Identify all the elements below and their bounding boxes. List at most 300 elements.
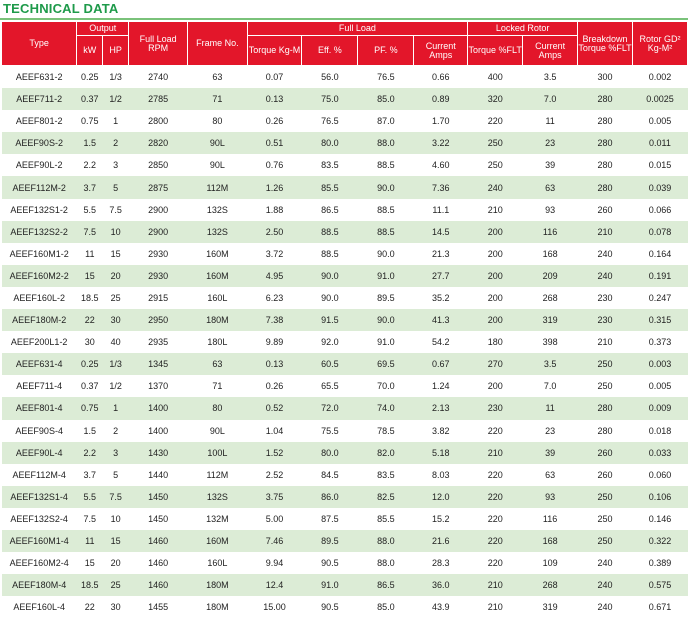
table-row bbox=[2, 464, 688, 486]
cell-rotor-gd: 0.009 bbox=[632, 397, 687, 419]
cell-frame: 160M bbox=[188, 265, 247, 287]
cell-lr-current: 93 bbox=[523, 486, 578, 508]
cell-current: 3.82 bbox=[414, 420, 468, 442]
cell-torque: 0.26 bbox=[247, 110, 302, 132]
cell-lr-torque: 200 bbox=[468, 221, 523, 243]
cell-frame: 90L bbox=[188, 132, 247, 154]
cell-hp: 25 bbox=[103, 287, 129, 309]
cell-hp: 2 bbox=[103, 132, 129, 154]
technical-data-table bbox=[1, 21, 688, 618]
header-lr-current: Current Amps bbox=[523, 36, 578, 66]
cell-kw: 5.5 bbox=[77, 486, 103, 508]
cell-hp: 1 bbox=[103, 110, 129, 132]
cell-frame: 132M bbox=[188, 508, 247, 530]
cell-rpm: 1430 bbox=[129, 442, 188, 464]
cell-hp: 2 bbox=[103, 420, 129, 442]
cell-rotor-gd: 0.0025 bbox=[632, 88, 687, 110]
cell-kw: 2.2 bbox=[77, 154, 103, 176]
title-underline bbox=[0, 18, 688, 20]
cell-current: 27.7 bbox=[414, 265, 468, 287]
cell-lr-torque: 220 bbox=[468, 420, 523, 442]
cell-rotor-gd: 0.191 bbox=[632, 265, 687, 287]
header-locked-rotor: Locked Rotor bbox=[468, 22, 578, 36]
cell-lr-current: 11 bbox=[523, 110, 578, 132]
cell-hp: 20 bbox=[103, 552, 129, 574]
cell-frame: 180M bbox=[188, 574, 247, 596]
cell-current: 5.18 bbox=[414, 442, 468, 464]
cell-rpm: 1460 bbox=[129, 574, 188, 596]
cell-lr-current: 268 bbox=[523, 574, 578, 596]
cell-torque: 12.4 bbox=[247, 574, 302, 596]
cell-eff: 76.5 bbox=[302, 110, 358, 132]
cell-torque: 7.38 bbox=[247, 309, 302, 331]
cell-torque: 1.26 bbox=[247, 176, 302, 198]
cell-eff: 86.0 bbox=[302, 486, 358, 508]
cell-current: 15.2 bbox=[414, 508, 468, 530]
table-row bbox=[2, 132, 688, 154]
table-row bbox=[2, 420, 688, 442]
cell-lr-current: 116 bbox=[523, 508, 578, 530]
cell-eff: 84.5 bbox=[302, 464, 358, 486]
cell-lr-current: 63 bbox=[523, 464, 578, 486]
cell-breakdown: 210 bbox=[578, 331, 633, 353]
cell-breakdown: 250 bbox=[578, 508, 633, 530]
cell-kw: 0.25 bbox=[77, 66, 103, 89]
table-row bbox=[2, 287, 688, 309]
cell-lr-torque: 200 bbox=[468, 287, 523, 309]
cell-breakdown: 240 bbox=[578, 574, 633, 596]
cell-rotor-gd: 0.005 bbox=[632, 375, 687, 397]
cell-pf: 88.5 bbox=[358, 154, 414, 176]
table-row bbox=[2, 486, 688, 508]
cell-rotor-gd: 0.671 bbox=[632, 596, 687, 618]
cell-hp: 30 bbox=[103, 309, 129, 331]
cell-frame: 160M bbox=[188, 530, 247, 552]
cell-lr-current: 23 bbox=[523, 132, 578, 154]
cell-rpm: 2850 bbox=[129, 154, 188, 176]
cell-frame: 112M bbox=[188, 176, 247, 198]
cell-breakdown: 240 bbox=[578, 243, 633, 265]
cell-lr-current: 23 bbox=[523, 420, 578, 442]
cell-current: 43.9 bbox=[414, 596, 468, 618]
cell-kw: 1.5 bbox=[77, 420, 103, 442]
cell-type: AEEF160M1-2 bbox=[2, 243, 77, 265]
cell-breakdown: 280 bbox=[578, 88, 633, 110]
table-row bbox=[2, 199, 688, 221]
cell-pf: 82.0 bbox=[358, 442, 414, 464]
cell-rpm: 2900 bbox=[129, 199, 188, 221]
cell-rpm: 2900 bbox=[129, 221, 188, 243]
table-row bbox=[2, 331, 688, 353]
cell-breakdown: 240 bbox=[578, 596, 633, 618]
table-body bbox=[2, 66, 688, 619]
cell-rpm: 2935 bbox=[129, 331, 188, 353]
cell-hp: 20 bbox=[103, 265, 129, 287]
cell-pf: 74.0 bbox=[358, 397, 414, 419]
cell-hp: 3 bbox=[103, 442, 129, 464]
cell-lr-torque: 400 bbox=[468, 66, 523, 89]
cell-rpm: 1370 bbox=[129, 375, 188, 397]
cell-torque: 2.52 bbox=[247, 464, 302, 486]
cell-current: 11.1 bbox=[414, 199, 468, 221]
cell-frame: 90L bbox=[188, 420, 247, 442]
cell-kw: 0.75 bbox=[77, 397, 103, 419]
table-row bbox=[2, 176, 688, 198]
cell-torque: 0.51 bbox=[247, 132, 302, 154]
cell-lr-torque: 210 bbox=[468, 596, 523, 618]
cell-rotor-gd: 0.315 bbox=[632, 309, 687, 331]
cell-torque: 9.94 bbox=[247, 552, 302, 574]
cell-current: 2.13 bbox=[414, 397, 468, 419]
cell-torque: 9.89 bbox=[247, 331, 302, 353]
cell-frame: 63 bbox=[188, 66, 247, 89]
cell-pf: 85.0 bbox=[358, 88, 414, 110]
table-row bbox=[2, 530, 688, 552]
cell-pf: 87.0 bbox=[358, 110, 414, 132]
cell-frame: 71 bbox=[188, 88, 247, 110]
cell-kw: 7.5 bbox=[77, 508, 103, 530]
cell-current: 35.2 bbox=[414, 287, 468, 309]
cell-lr-torque: 250 bbox=[468, 132, 523, 154]
cell-hp: 5 bbox=[103, 176, 129, 198]
cell-kw: 22 bbox=[77, 596, 103, 618]
cell-rotor-gd: 0.078 bbox=[632, 221, 687, 243]
cell-rpm: 2930 bbox=[129, 243, 188, 265]
cell-rotor-gd: 0.389 bbox=[632, 552, 687, 574]
header-hp: HP bbox=[103, 36, 129, 66]
cell-rpm: 1400 bbox=[129, 420, 188, 442]
cell-rpm: 1440 bbox=[129, 464, 188, 486]
cell-lr-torque: 180 bbox=[468, 331, 523, 353]
cell-rotor-gd: 0.015 bbox=[632, 154, 687, 176]
section-title: TECHNICAL DATA bbox=[3, 1, 119, 16]
cell-rpm: 1460 bbox=[129, 552, 188, 574]
cell-lr-torque: 200 bbox=[468, 309, 523, 331]
cell-breakdown: 260 bbox=[578, 199, 633, 221]
cell-breakdown: 250 bbox=[578, 486, 633, 508]
cell-type: AEEF711-4 bbox=[2, 375, 77, 397]
cell-type: AEEF631-2 bbox=[2, 66, 77, 89]
header-power-factor: PF. % bbox=[358, 36, 414, 66]
cell-breakdown: 260 bbox=[578, 442, 633, 464]
cell-type: AEEF90L-4 bbox=[2, 442, 77, 464]
cell-lr-torque: 220 bbox=[468, 110, 523, 132]
cell-breakdown: 210 bbox=[578, 221, 633, 243]
header-rotor-gd: Rotor GD² Kg-M² bbox=[632, 22, 687, 66]
cell-pf: 90.0 bbox=[358, 176, 414, 198]
cell-lr-torque: 270 bbox=[468, 353, 523, 375]
cell-kw: 3.7 bbox=[77, 176, 103, 198]
cell-rpm: 2915 bbox=[129, 287, 188, 309]
cell-rotor-gd: 0.106 bbox=[632, 486, 687, 508]
cell-lr-current: 3.5 bbox=[523, 66, 578, 89]
cell-type: AEEF90L-2 bbox=[2, 154, 77, 176]
cell-frame: 112M bbox=[188, 464, 247, 486]
cell-type: AEEF200L1-2 bbox=[2, 331, 77, 353]
cell-type: AEEF180M-4 bbox=[2, 574, 77, 596]
cell-breakdown: 230 bbox=[578, 287, 633, 309]
cell-current: 0.67 bbox=[414, 353, 468, 375]
cell-rpm: 2875 bbox=[129, 176, 188, 198]
cell-current: 36.0 bbox=[414, 574, 468, 596]
cell-eff: 75.5 bbox=[302, 420, 358, 442]
cell-eff: 89.5 bbox=[302, 530, 358, 552]
cell-hp: 3 bbox=[103, 154, 129, 176]
cell-breakdown: 240 bbox=[578, 552, 633, 574]
cell-pf: 90.0 bbox=[358, 309, 414, 331]
cell-pf: 78.5 bbox=[358, 420, 414, 442]
cell-eff: 56.0 bbox=[302, 66, 358, 89]
cell-type: AEEF160M2-2 bbox=[2, 265, 77, 287]
cell-rotor-gd: 0.060 bbox=[632, 464, 687, 486]
cell-torque: 0.52 bbox=[247, 397, 302, 419]
cell-pf: 88.0 bbox=[358, 552, 414, 574]
cell-type: AEEF160M1-4 bbox=[2, 530, 77, 552]
cell-lr-torque: 220 bbox=[468, 464, 523, 486]
cell-type: AEEF160L-2 bbox=[2, 287, 77, 309]
cell-lr-torque: 320 bbox=[468, 88, 523, 110]
cell-rotor-gd: 0.033 bbox=[632, 442, 687, 464]
cell-eff: 60.5 bbox=[302, 353, 358, 375]
cell-eff: 86.5 bbox=[302, 199, 358, 221]
cell-torque: 6.23 bbox=[247, 287, 302, 309]
cell-kw: 0.37 bbox=[77, 375, 103, 397]
cell-hp: 10 bbox=[103, 508, 129, 530]
cell-kw: 7.5 bbox=[77, 221, 103, 243]
cell-lr-torque: 220 bbox=[468, 508, 523, 530]
cell-breakdown: 250 bbox=[578, 530, 633, 552]
cell-rpm: 2950 bbox=[129, 309, 188, 331]
cell-lr-torque: 220 bbox=[468, 530, 523, 552]
cell-type: AEEF160L-4 bbox=[2, 596, 77, 618]
cell-torque: 3.72 bbox=[247, 243, 302, 265]
cell-rpm: 2820 bbox=[129, 132, 188, 154]
cell-lr-current: 3.5 bbox=[523, 353, 578, 375]
cell-lr-current: 168 bbox=[523, 530, 578, 552]
cell-lr-current: 39 bbox=[523, 154, 578, 176]
cell-kw: 18.5 bbox=[77, 287, 103, 309]
cell-torque: 0.26 bbox=[247, 375, 302, 397]
cell-rotor-gd: 0.247 bbox=[632, 287, 687, 309]
cell-current: 8.03 bbox=[414, 464, 468, 486]
cell-breakdown: 260 bbox=[578, 464, 633, 486]
cell-rotor-gd: 0.373 bbox=[632, 331, 687, 353]
cell-hp: 30 bbox=[103, 596, 129, 618]
cell-rotor-gd: 0.002 bbox=[632, 66, 687, 89]
cell-breakdown: 230 bbox=[578, 309, 633, 331]
table-row bbox=[2, 574, 688, 596]
cell-lr-current: 7.0 bbox=[523, 375, 578, 397]
cell-frame: 132S bbox=[188, 486, 247, 508]
cell-type: AEEF631-4 bbox=[2, 353, 77, 375]
cell-hp: 5 bbox=[103, 464, 129, 486]
cell-current: 21.6 bbox=[414, 530, 468, 552]
cell-lr-current: 116 bbox=[523, 221, 578, 243]
cell-hp: 15 bbox=[103, 530, 129, 552]
cell-lr-torque: 250 bbox=[468, 154, 523, 176]
header-full-load-rpm: Full Load RPM bbox=[129, 22, 188, 66]
header-lr-torque: Torque %FLT bbox=[468, 36, 523, 66]
header-frame-no: Frame No. bbox=[188, 22, 247, 66]
cell-current: 3.22 bbox=[414, 132, 468, 154]
cell-pf: 91.0 bbox=[358, 331, 414, 353]
cell-eff: 88.5 bbox=[302, 243, 358, 265]
cell-torque: 0.76 bbox=[247, 154, 302, 176]
cell-rotor-gd: 0.003 bbox=[632, 353, 687, 375]
cell-type: AEEF132S1-4 bbox=[2, 486, 77, 508]
cell-rpm: 2785 bbox=[129, 88, 188, 110]
cell-lr-current: 11 bbox=[523, 397, 578, 419]
cell-breakdown: 250 bbox=[578, 375, 633, 397]
cell-lr-current: 268 bbox=[523, 287, 578, 309]
cell-lr-current: 93 bbox=[523, 199, 578, 221]
cell-torque: 0.13 bbox=[247, 353, 302, 375]
cell-torque: 1.88 bbox=[247, 199, 302, 221]
cell-frame: 180M bbox=[188, 309, 247, 331]
cell-eff: 90.0 bbox=[302, 265, 358, 287]
cell-current: 54.2 bbox=[414, 331, 468, 353]
header-kw: kW bbox=[77, 36, 103, 66]
cell-torque: 7.46 bbox=[247, 530, 302, 552]
table-row bbox=[2, 442, 688, 464]
table-row bbox=[2, 552, 688, 574]
cell-kw: 15 bbox=[77, 552, 103, 574]
cell-current: 1.70 bbox=[414, 110, 468, 132]
table-row bbox=[2, 221, 688, 243]
cell-rpm: 1450 bbox=[129, 486, 188, 508]
cell-lr-torque: 210 bbox=[468, 199, 523, 221]
cell-frame: 160L bbox=[188, 287, 247, 309]
cell-hp: 1/2 bbox=[103, 88, 129, 110]
cell-rotor-gd: 0.018 bbox=[632, 420, 687, 442]
cell-hp: 7.5 bbox=[103, 486, 129, 508]
cell-hp: 7.5 bbox=[103, 199, 129, 221]
table-row bbox=[2, 265, 688, 287]
cell-pf: 88.5 bbox=[358, 221, 414, 243]
table-header bbox=[2, 22, 688, 66]
cell-frame: 160L bbox=[188, 552, 247, 574]
cell-frame: 80 bbox=[188, 397, 247, 419]
cell-lr-torque: 200 bbox=[468, 265, 523, 287]
cell-rotor-gd: 0.146 bbox=[632, 508, 687, 530]
cell-lr-current: 319 bbox=[523, 596, 578, 618]
cell-hp: 10 bbox=[103, 221, 129, 243]
table-row bbox=[2, 88, 688, 110]
cell-breakdown: 280 bbox=[578, 132, 633, 154]
cell-frame: 100L bbox=[188, 442, 247, 464]
cell-type: AEEF711-2 bbox=[2, 88, 77, 110]
cell-torque: 4.95 bbox=[247, 265, 302, 287]
cell-frame: 160M bbox=[188, 243, 247, 265]
cell-kw: 3.7 bbox=[77, 464, 103, 486]
cell-kw: 15 bbox=[77, 265, 103, 287]
cell-eff: 65.5 bbox=[302, 375, 358, 397]
cell-lr-current: 168 bbox=[523, 243, 578, 265]
cell-breakdown: 240 bbox=[578, 265, 633, 287]
cell-hp: 1/3 bbox=[103, 353, 129, 375]
cell-torque: 1.52 bbox=[247, 442, 302, 464]
cell-frame: 71 bbox=[188, 375, 247, 397]
cell-kw: 0.37 bbox=[77, 88, 103, 110]
cell-lr-current: 39 bbox=[523, 442, 578, 464]
cell-rpm: 2740 bbox=[129, 66, 188, 89]
cell-frame: 63 bbox=[188, 353, 247, 375]
cell-rotor-gd: 0.039 bbox=[632, 176, 687, 198]
cell-lr-torque: 230 bbox=[468, 397, 523, 419]
cell-pf: 85.5 bbox=[358, 508, 414, 530]
cell-type: AEEF90S-4 bbox=[2, 420, 77, 442]
cell-pf: 85.0 bbox=[358, 596, 414, 618]
cell-kw: 22 bbox=[77, 309, 103, 331]
cell-kw: 2.2 bbox=[77, 442, 103, 464]
cell-eff: 72.0 bbox=[302, 397, 358, 419]
cell-type: AEEF801-2 bbox=[2, 110, 77, 132]
cell-rotor-gd: 0.011 bbox=[632, 132, 687, 154]
cell-lr-current: 7.0 bbox=[523, 88, 578, 110]
cell-torque: 2.50 bbox=[247, 221, 302, 243]
cell-current: 0.89 bbox=[414, 88, 468, 110]
cell-pf: 69.5 bbox=[358, 353, 414, 375]
cell-eff: 80.0 bbox=[302, 442, 358, 464]
table-row bbox=[2, 110, 688, 132]
cell-current: 12.0 bbox=[414, 486, 468, 508]
cell-breakdown: 280 bbox=[578, 154, 633, 176]
cell-lr-current: 109 bbox=[523, 552, 578, 574]
table-row bbox=[2, 353, 688, 375]
cell-pf: 83.5 bbox=[358, 464, 414, 486]
cell-kw: 18.5 bbox=[77, 574, 103, 596]
cell-eff: 85.5 bbox=[302, 176, 358, 198]
cell-type: AEEF90S-2 bbox=[2, 132, 77, 154]
cell-lr-torque: 200 bbox=[468, 243, 523, 265]
cell-kw: 1.5 bbox=[77, 132, 103, 154]
cell-current: 28.3 bbox=[414, 552, 468, 574]
cell-lr-current: 209 bbox=[523, 265, 578, 287]
cell-current: 4.60 bbox=[414, 154, 468, 176]
cell-rotor-gd: 0.066 bbox=[632, 199, 687, 221]
cell-lr-torque: 200 bbox=[468, 375, 523, 397]
cell-current: 14.5 bbox=[414, 221, 468, 243]
cell-hp: 1 bbox=[103, 397, 129, 419]
cell-eff: 87.5 bbox=[302, 508, 358, 530]
cell-breakdown: 250 bbox=[578, 353, 633, 375]
cell-frame: 132S bbox=[188, 221, 247, 243]
header-current-amps: Current Amps bbox=[414, 36, 468, 66]
cell-breakdown: 280 bbox=[578, 110, 633, 132]
cell-eff: 75.0 bbox=[302, 88, 358, 110]
table-row bbox=[2, 243, 688, 265]
cell-type: AEEF112M-2 bbox=[2, 176, 77, 198]
cell-eff: 91.0 bbox=[302, 574, 358, 596]
cell-pf: 76.5 bbox=[358, 66, 414, 89]
header-breakdown-torque: Breakdown Torque %FLT bbox=[578, 22, 633, 66]
cell-torque: 0.13 bbox=[247, 88, 302, 110]
cell-eff: 90.0 bbox=[302, 287, 358, 309]
cell-lr-current: 398 bbox=[523, 331, 578, 353]
cell-eff: 90.5 bbox=[302, 596, 358, 618]
cell-kw: 5.5 bbox=[77, 199, 103, 221]
cell-eff: 88.5 bbox=[302, 221, 358, 243]
cell-frame: 180M bbox=[188, 596, 247, 618]
cell-kw: 30 bbox=[77, 331, 103, 353]
cell-frame: 132S bbox=[188, 199, 247, 221]
header-output: Output bbox=[77, 22, 129, 36]
header-torque: Torque Kg-M bbox=[247, 36, 302, 66]
cell-torque: 3.75 bbox=[247, 486, 302, 508]
cell-torque: 5.00 bbox=[247, 508, 302, 530]
cell-rotor-gd: 0.322 bbox=[632, 530, 687, 552]
cell-rpm: 1450 bbox=[129, 508, 188, 530]
